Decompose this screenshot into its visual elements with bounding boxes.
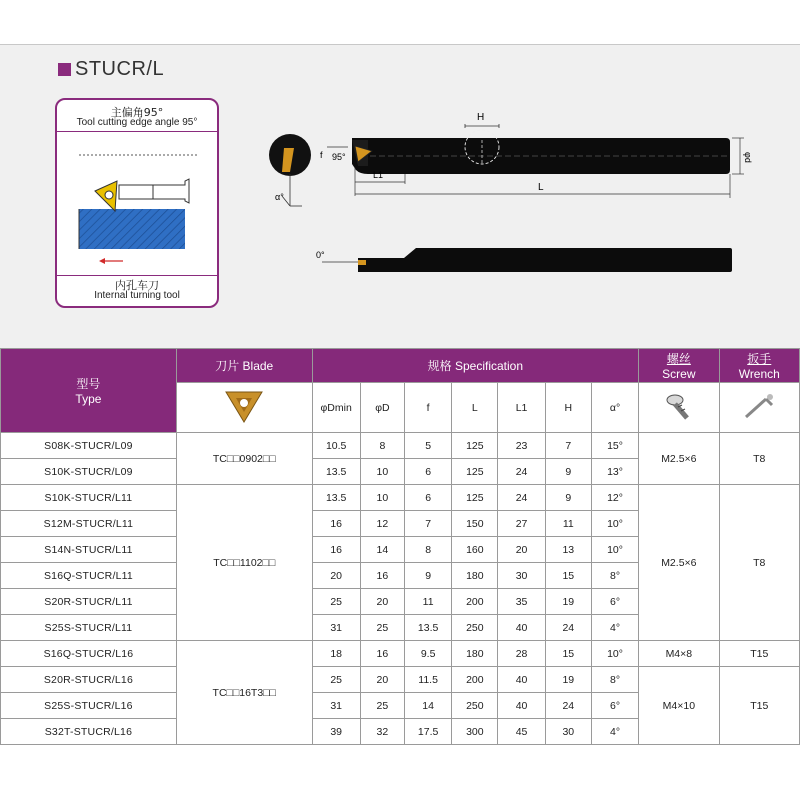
dmin-cell: 25 [312, 589, 360, 615]
angle-title-en: Tool cutting edge angle 95° [76, 117, 198, 128]
alpha-cell: 4° [591, 719, 638, 745]
type-cell: S10K-STUCR/L09 [1, 459, 177, 485]
alpha-cell: 6° [591, 693, 638, 719]
dmin-cell: 18 [312, 641, 360, 667]
f-cell: 6 [405, 485, 452, 511]
triangle-insert-icon [222, 388, 266, 424]
dmin-cell: 31 [312, 615, 360, 641]
alpha-cell: 6° [591, 589, 638, 615]
l1-cell: 45 [498, 719, 545, 745]
dmin-cell: 16 [312, 537, 360, 563]
wrench-header-cn: 扳手 [747, 352, 772, 366]
col-l1: L1 [498, 383, 545, 433]
page-title: STUCR/L [75, 58, 165, 80]
h-cell: 24 [545, 693, 591, 719]
angle-title-cn: 主偏角95° [110, 106, 164, 119]
table-row [1, 485, 800, 511]
angle-95-label: 95° [332, 152, 346, 162]
f-cell: 17.5 [405, 719, 452, 745]
screw-cell: M4×8 [639, 641, 719, 667]
l1-cell: 24 [498, 485, 545, 511]
dmin-cell: 25 [312, 667, 360, 693]
phi-d-label: φd [743, 152, 753, 163]
blade-cell: TC□□1102□□ [176, 485, 312, 641]
table-row [1, 641, 800, 667]
blade-image-cell [176, 383, 312, 433]
top-margin [0, 0, 800, 44]
h-cell: 24 [545, 615, 591, 641]
type-cell: S20R-STUCR/L11 [1, 589, 177, 615]
type-cell: S25S-STUCR/L11 [1, 615, 177, 641]
screw-cell: M4×10 [639, 667, 719, 745]
alpha-cell: 4° [591, 615, 638, 641]
alpha-cell: 8° [591, 667, 638, 693]
f-cell: 9.5 [405, 641, 452, 667]
h-cell: 19 [545, 667, 591, 693]
f-cell: 11 [405, 589, 452, 615]
table-row [1, 433, 800, 459]
dmin-cell: 13.5 [312, 485, 360, 511]
h-cell: 9 [545, 459, 591, 485]
d-cell: 16 [360, 563, 404, 589]
wrench-image-cell [719, 383, 799, 433]
screw-icon [664, 391, 694, 421]
alpha-cell: 10° [591, 537, 638, 563]
f-cell: 5 [405, 433, 452, 459]
type-cell: S14N-STUCR/L11 [1, 537, 177, 563]
type-header [1, 349, 177, 433]
title-square-icon [58, 63, 71, 76]
spec-table [0, 348, 800, 745]
dmin-cell: 16 [312, 511, 360, 537]
dmin-cell: 39 [312, 719, 360, 745]
f-cell: 8 [405, 537, 452, 563]
screw-header [639, 349, 719, 383]
d-cell: 12 [360, 511, 404, 537]
l-cell: 160 [452, 537, 498, 563]
l1-label: L1 [373, 170, 384, 180]
l1-cell: 23 [498, 433, 545, 459]
l-cell: 180 [452, 563, 498, 589]
h-cell: 15 [545, 641, 591, 667]
type-cell: S16Q-STUCR/L11 [1, 563, 177, 589]
side-insert-icon [358, 260, 366, 265]
spec-header: 规格 Specification [312, 349, 639, 383]
d-cell: 16 [360, 641, 404, 667]
alpha-label: α° [275, 192, 284, 202]
screw-header-cn: 螺丝 [666, 352, 691, 366]
screw-header-en: Screw [662, 367, 696, 381]
l-cell: 125 [452, 485, 498, 511]
f-cell: 14 [405, 693, 452, 719]
workpiece-section [79, 209, 185, 249]
type-cell: S08K-STUCR/L09 [1, 433, 177, 459]
l-cell: 250 [452, 693, 498, 719]
wrench-header [719, 349, 799, 383]
boring-bar-side-view [358, 248, 732, 272]
f-cell: 7 [405, 511, 452, 537]
h-cell: 9 [545, 485, 591, 511]
l-cell: 125 [452, 433, 498, 459]
d-cell: 25 [360, 615, 404, 641]
f-label: f [320, 150, 323, 160]
wrench-cell: T15 [719, 641, 799, 667]
angle-box-bottom-divider [57, 275, 217, 276]
blade-cell: TC□□16T3□□ [176, 641, 312, 745]
zero-angle-label: 0° [316, 250, 325, 260]
table-row [1, 667, 800, 693]
type-cell: S12M-STUCR/L11 [1, 511, 177, 537]
col-alpha: α° [591, 383, 638, 433]
boring-bar-drawing [260, 100, 760, 280]
l1-cell: 35 [498, 589, 545, 615]
dmin-cell: 13.5 [312, 459, 360, 485]
h-cell: 13 [545, 537, 591, 563]
tool-type-cn: 内孔车刀 [115, 279, 159, 292]
f-cell: 13.5 [405, 615, 452, 641]
torx-wrench-icon [742, 391, 776, 421]
type-cell: S16Q-STUCR/L16 [1, 641, 177, 667]
blade-cell: TC□□0902□□ [176, 433, 312, 485]
wrench-cell: T8 [719, 485, 799, 641]
l1-cell: 28 [498, 641, 545, 667]
h-cell: 30 [545, 719, 591, 745]
turning-illustration [57, 133, 217, 275]
boring-bar-sketch [119, 179, 189, 203]
l-cell: 250 [452, 615, 498, 641]
d-cell: 14 [360, 537, 404, 563]
col-dmin: φDmin [312, 383, 360, 433]
col-d: φD [360, 383, 404, 433]
l-cell: 300 [452, 719, 498, 745]
l1-cell: 40 [498, 693, 545, 719]
cutting-angle-box [55, 98, 219, 308]
alpha-cell: 10° [591, 511, 638, 537]
h-cell: 11 [545, 511, 591, 537]
alpha-cell: 10° [591, 641, 638, 667]
screw-image-cell [639, 383, 719, 433]
l1-cell: 27 [498, 511, 545, 537]
blade-header: 刀片 Blade [176, 349, 312, 383]
h-label: H [477, 112, 485, 123]
l1-cell: 20 [498, 537, 545, 563]
screw-cell: M2.5×6 [639, 485, 719, 641]
type-header-en: Type [75, 392, 102, 406]
d-cell: 20 [360, 667, 404, 693]
l1-cell: 24 [498, 459, 545, 485]
l-label: L [538, 182, 544, 193]
l-cell: 200 [452, 667, 498, 693]
d-cell: 10 [360, 485, 404, 511]
col-l: L [452, 383, 498, 433]
type-cell: S20R-STUCR/L16 [1, 667, 177, 693]
alpha-cell: 12° [591, 485, 638, 511]
d-cell: 8 [360, 433, 404, 459]
d-cell: 25 [360, 693, 404, 719]
l-cell: 150 [452, 511, 498, 537]
l1-cell: 40 [498, 667, 545, 693]
feed-arrow-icon [99, 258, 105, 264]
col-f: f [405, 383, 452, 433]
d-cell: 20 [360, 589, 404, 615]
type-header-cn: 型号 [76, 377, 101, 391]
l-cell: 200 [452, 589, 498, 615]
table-header-row [1, 349, 800, 383]
angle-box-top-divider [57, 131, 217, 132]
h-cell: 19 [545, 589, 591, 615]
wrench-cell: T8 [719, 433, 799, 485]
dmin-cell: 20 [312, 563, 360, 589]
alpha-cell: 13° [591, 459, 638, 485]
l1-cell: 40 [498, 615, 545, 641]
l1-cell: 30 [498, 563, 545, 589]
type-cell: S25S-STUCR/L16 [1, 693, 177, 719]
dmin-cell: 31 [312, 693, 360, 719]
title-block [58, 58, 164, 81]
alpha-cell: 15° [591, 433, 638, 459]
alpha-cell: 8° [591, 563, 638, 589]
type-cell: S10K-STUCR/L11 [1, 485, 177, 511]
h-cell: 7 [545, 433, 591, 459]
f-cell: 6 [405, 459, 452, 485]
d-cell: 32 [360, 719, 404, 745]
l-cell: 125 [452, 459, 498, 485]
dmin-cell: 10.5 [312, 433, 360, 459]
d-cell: 10 [360, 459, 404, 485]
f-cell: 11.5 [405, 667, 452, 693]
l-cell: 180 [452, 641, 498, 667]
f-cell: 9 [405, 563, 452, 589]
h-cell: 15 [545, 563, 591, 589]
wrench-cell: T15 [719, 667, 799, 745]
screw-cell: M2.5×6 [639, 433, 719, 485]
wrench-header-en: Wrench [738, 367, 780, 381]
type-cell: S32T-STUCR/L16 [1, 719, 177, 745]
tool-type-en: Internal turning tool [94, 290, 180, 301]
col-h: H [545, 383, 591, 433]
